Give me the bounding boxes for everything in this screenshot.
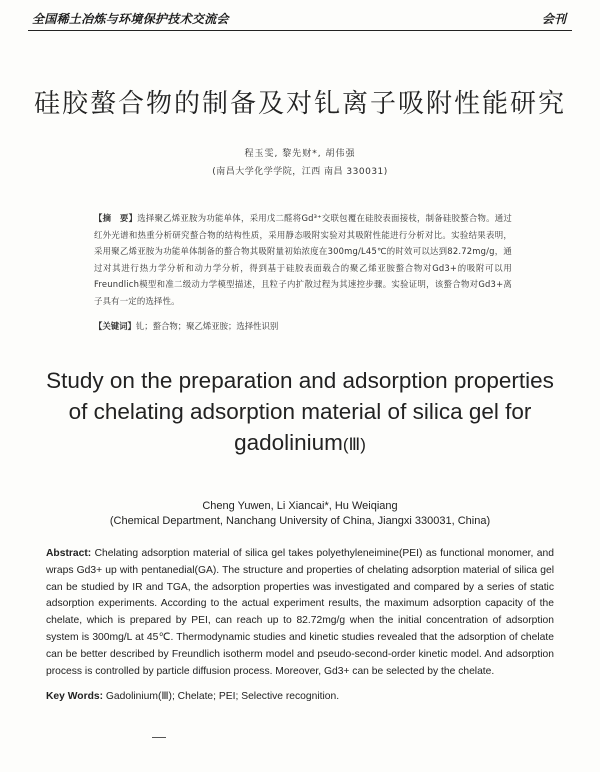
english-keywords-text: Gadolinium(Ⅲ); Chelate; PEI; Selective recognition.	[105, 691, 340, 702]
english-abstract-label: Abstract:	[46, 548, 92, 559]
chinese-authors: 程玉雯, 黎先财*, 胡伟强	[244, 149, 356, 159]
chinese-abstract-label: 【摘 要】	[94, 213, 138, 223]
english-abstract-text: Chelating adsorption material of silica gel takes polyethyleneimine(PEI) as functional monomer, and wraps Gd3+ up with pentanedial(GA). The structure and properties of chelating adsorption material of silica gel can be studied by IR and TGA, the adsorption properties was investigated and compared by a series of static adsorption experiments. According to the actual experiment results, the maximum adsorption capacity of the chelate, which is prepared by PEI, can reach up to 82.72mg/g when the initial concentration of adsorption system is 300mg/L at 45℃. Thermodynamic studies and kinetic studies revealed that the adsorption of chelate can be better described by Freundlich isotherm model and pseudo-second-order kinetic model. And adsorption process is controlled by particle diffusion process. Moreover, Gd3+ can be selected by the chelate.	[46, 548, 554, 677]
chinese-abstract	[94, 210, 512, 310]
chinese-keywords-text: 钆；螯合物；聚乙烯亚胺；选择性识别	[135, 321, 279, 331]
chinese-keywords-label: 【关键词】	[94, 321, 136, 331]
english-title-main: Study on the preparation and adsorption properties of chelating adsorption material of silica gel for gadolinium	[46, 368, 554, 455]
chinese-title: 硅胶螯合物的制备及对钆离子吸附性能研究	[33, 89, 566, 119]
chinese-abstract-text: 选择聚乙烯亚胺为功能单体，采用戊二醛将Gd³⁺交联包覆在硅胶表面接枝，制备硅胶螯合物。通过红外光谱和热重分析研究螯合物的结构性质，采用静态吸附实验对其吸附性能进行分析对比。实验结果表明，采用聚乙烯亚胺为功能单体制备的螯合物其吸附量初始浓度在300mg/L45℃的时效可以达到82.72mg/g，通过对其进行热力学分析和动力学分析，得到基于硅胶表面载合的聚乙烯亚胺螯合物对Gd3+的吸附可以用Freundlich模型和准二级动力学模型描述，且粒子内扩散过程为其速控步骤。实验证明，该螯合物对Gd3+离子具有一定的选择性。	[94, 213, 512, 306]
english-keywords	[46, 690, 554, 702]
header-rule	[28, 30, 572, 31]
english-keywords-label: Key Words:	[46, 691, 104, 702]
english-abstract	[46, 546, 554, 680]
running-header	[28, 8, 572, 28]
english-title-suffix: (Ⅲ)	[342, 435, 366, 454]
page-mark	[152, 737, 166, 738]
section-label: 会刊	[541, 12, 566, 26]
english-authors: Cheng Yuwen, Li Xiancai*, Hu Weiqiang	[202, 500, 398, 512]
chinese-affiliation: (南昌大学化学学院，江西 南昌 330031)	[212, 167, 388, 177]
chinese-keywords	[94, 320, 512, 332]
english-title	[40, 365, 560, 460]
journal-name: 全国稀土冶炼与环境保护技术交流会	[32, 12, 229, 26]
english-affiliation: (Chemical Department, Nanchang University of China, Jiangxi 330031, China)	[109, 515, 491, 527]
